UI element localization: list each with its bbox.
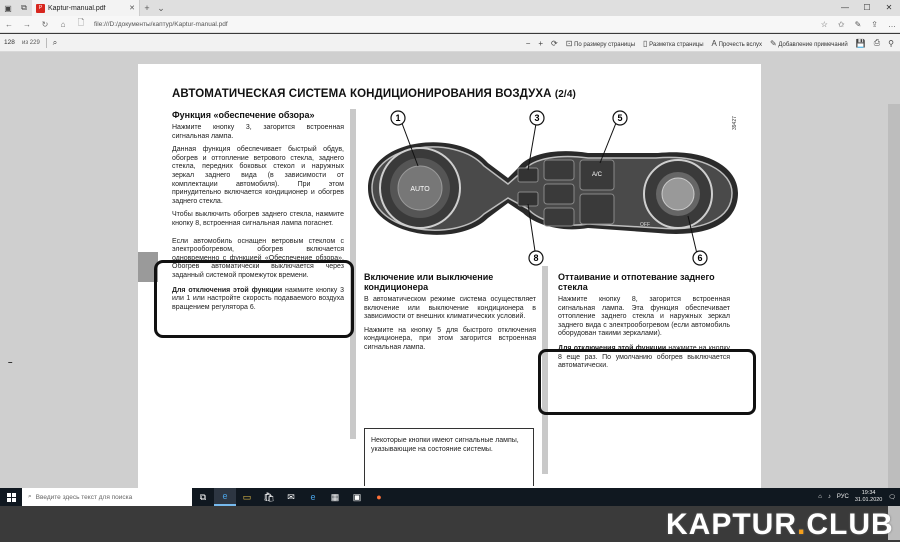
section-heading: Функция «обеспечение обзора» [172,110,315,120]
read-aloud-button[interactable] [712,39,763,48]
edge-app-icon[interactable]: e [214,488,236,506]
ie-icon[interactable]: e [310,492,316,502]
close-window-button[interactable]: ✕ [885,3,893,12]
maximize-button[interactable]: ☐ [863,3,871,12]
tab-title: Kaptur-manual.pdf [48,4,106,12]
close-tab-icon[interactable]: ✕ [129,5,135,12]
store-icon[interactable]: 🛍 [263,491,275,502]
paragraph-rest: нажмите на кнопку 8 еще раз. По умолчанию обогрев выключается автоматически. [558,344,730,370]
reading-icon[interactable]: ✎ [854,20,862,29]
favorites-icon[interactable]: ✩ [837,20,845,29]
window-controls [834,0,900,16]
paragraph: В автоматическом режиме система осуществляет включение или выключение кондиционера в зависимости от внешних климатических условий. [364,296,536,321]
callout-1: 1 [395,113,401,123]
add-notes-label: Добавление примечаний [778,41,848,48]
clock-date: 31.01.2020 [854,497,883,503]
callout-6: 6 [697,253,703,263]
page-layout-button[interactable] [643,39,704,48]
favorite-star-icon[interactable]: ☆ [820,20,828,29]
ac-label: A/C [591,172,603,178]
layout-icon: ▯ [643,38,648,48]
fit-label: По размеру страницы [574,41,636,48]
search-placeholder: Введите здесь текст для поиска [35,493,133,501]
file-explorer-icon[interactable]: ▭ [242,491,252,502]
save-icon[interactable]: 💾 [855,38,866,48]
clock-time: 19:34 [861,490,876,496]
layout-label: Разметка страницы [649,41,704,48]
file-icon: 🗋 [77,18,85,27]
page-marker: – [8,358,13,367]
search-icon[interactable]: ⌕ [52,37,58,47]
section-heading: Оттаивание и отпотевание заднего стекла [558,272,715,292]
section-heading: Включение или выключение кондиционера [364,272,494,292]
note-box: Некоторые кнопки имеют сигнальные лампы, указывающие на состояние системы. [364,428,534,486]
windows-taskbar [0,488,900,506]
title-text: АВТОМАТИЧЕСКАЯ СИСТЕМА КОНДИЦИОНИРОВАНИЯ ВОЗДУХА [172,88,552,100]
window-menu-icon[interactable]: ▣ [4,3,12,13]
calculator-icon[interactable]: ▦ [330,491,340,502]
print-icon[interactable]: ⎙ [873,38,881,47]
taskbar-search[interactable] [22,488,192,506]
figure-code: 39427 [732,116,738,130]
paragraph: Нажмите на кнопку 5 для быстрого отключения кондиционера, при этом загорится встроенная сигнальная лампа. [364,326,536,351]
volume-icon[interactable]: ♪ [827,494,831,500]
highlight-frame [538,349,756,415]
paragraph: Чтобы выключить обогрев заднего стекла, нажмите кнопку 8, встроенная сигнальная лампа погаснет. [172,211,344,227]
paragraph-rest: нажмите кнопку 3 или 1 или настройте скорость подаваемого воздуха вращением регулятора 6. [172,286,344,311]
system-tray [818,488,896,506]
page-count: из 229 [22,39,40,46]
callout-3: 3 [534,113,540,123]
start-button[interactable] [0,488,22,506]
zoom-in-button[interactable]: + [538,38,544,48]
browser-tab[interactable] [32,0,140,16]
search-icon: ⌕ [28,493,32,500]
url-field[interactable]: file:///D:/документы/каптур/Kaptur-manual.pdf [94,20,228,28]
highlight-frame [154,260,354,338]
title-page-number: (2/4) [554,89,576,100]
back-icon[interactable]: ← [5,19,13,29]
callout-8: 8 [533,253,539,263]
watermark-logo [666,508,894,542]
pin-icon[interactable]: ⚲ [888,38,894,48]
new-tab-button[interactable]: + [144,3,150,13]
pdf-file-icon: P [36,4,45,13]
tab-list-chevron-icon[interactable]: ⌄ [157,2,165,13]
bold-lead: Для отключения этой функции [558,344,667,352]
add-notes-button[interactable] [770,39,848,48]
fit-icon: ⊡ [565,38,573,48]
divider [46,38,47,48]
page-title [172,88,576,100]
paragraph: Нажмите кнопку 3, загорится встроенная сигнальная лампа. [172,124,344,140]
share-icon[interactable]: ⇪ [871,20,878,29]
off-label: OFF [640,222,650,228]
zoom-out-button[interactable]: − [525,38,531,48]
clock[interactable] [855,490,883,504]
climate-control-diagram [358,108,748,266]
firefox-icon[interactable]: ● [376,492,382,502]
language-indicator[interactable]: РУС [836,494,849,500]
scrollbar[interactable] [888,104,900,540]
bold-lead: Для отключения этой функции [172,286,283,294]
watermark-part2: CLUB [806,508,894,541]
windows-logo-icon [7,493,16,502]
auto-label: AUTO [410,186,430,193]
forward-icon[interactable]: → [23,19,31,29]
paragraph: Нажмите кнопку 8, загорится встроенная сигнальная лампа. Эта функция обеспечивает оттопление заднего стекла и наружных зеркал заднего вида с электрообогревом (если автомобиль оборудован такими зеркалами). [558,296,730,338]
watermark-dot: . [797,508,807,541]
rotate-icon[interactable]: ⟳ [551,38,558,48]
page-number-input[interactable]: 128 [4,39,15,46]
network-icon[interactable]: ⌂ [818,494,822,500]
callout-5: 5 [617,113,623,123]
home-icon[interactable]: ⌂ [60,19,66,29]
column-ac-toggle [364,272,536,358]
pdf-toolbar [0,34,900,52]
refresh-icon[interactable]: ↻ [41,19,49,29]
pen-icon: ✎ [770,38,777,48]
pdf-page [138,64,761,488]
watermark-part1: KAPTUR [666,508,797,541]
address-bar [0,16,900,33]
tab-preview-icon[interactable]: ⧉ [21,3,27,12]
minimize-button[interactable]: — [841,3,849,12]
browser-tabbar [0,0,900,16]
notification-icon[interactable]: 🗨 [888,494,896,501]
more-icon[interactable]: … [888,20,896,29]
mail-icon[interactable]: ✉ [287,491,295,502]
photos-icon[interactable]: ▣ [352,491,362,502]
read-aloud-icon: A [711,38,717,48]
read-aloud-label: Прочесть вслух [718,41,763,48]
paragraph: Если автомобиль оснащен ветровым стеклом с электрообогревом, обогрев включается одновременно с функцией «Обеспечение обзора». Обогрев автоматически выключается через заданный системой промежуток времени. [172,237,344,279]
fit-page-button[interactable] [566,39,635,48]
paragraph: Данная функция обеспечивает быстрый обдув, обогрев и оттопление ветрового стекла, заднего стекла, передних боковых стекол и наружных зеркал заднего вида (в зависимости от комплектации автомобиля). При этом принудительно включается кондиционер и обогрев заднего стекла. [172,146,344,205]
task-view-icon[interactable]: ⧉ [199,491,207,502]
